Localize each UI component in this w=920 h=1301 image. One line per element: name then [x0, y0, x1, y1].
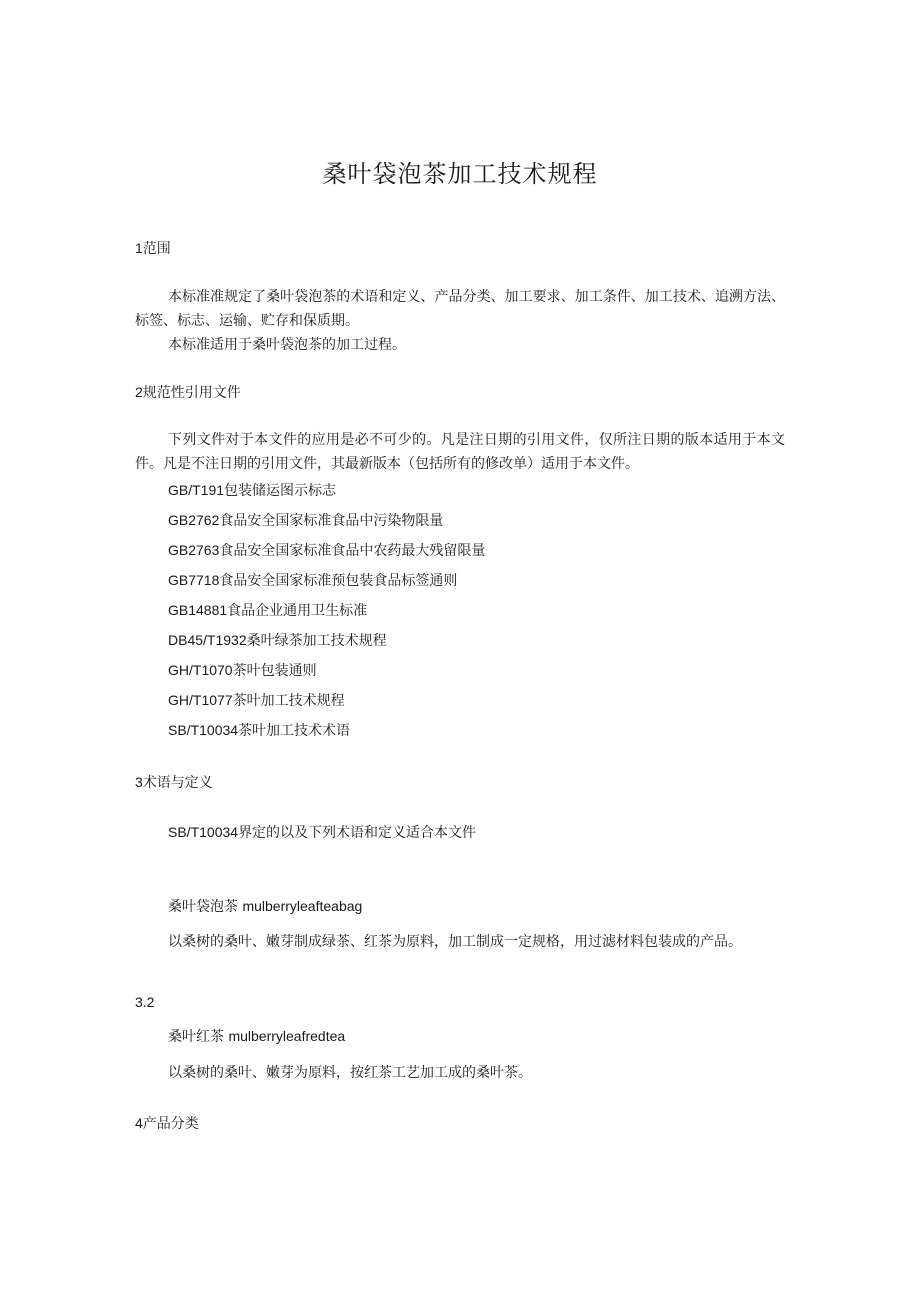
reference-item	[168, 480, 336, 501]
section-3-intro	[168, 822, 476, 843]
reference-name: 食品安全国家标准食品中农药最大残留限量	[219, 543, 486, 559]
section-2-heading	[135, 382, 241, 403]
reference-name: 包装储运图示标志	[224, 483, 337, 499]
section-title: 术语与定义	[142, 775, 213, 791]
term-english: mulberryleafteabag	[242, 898, 363, 914]
reference-code: GB14881	[168, 602, 228, 618]
reference-name: 桑叶绿茶加工技术规程	[246, 633, 387, 649]
reference-name: 食品安全国家标准食品中污染物限量	[219, 513, 444, 529]
term-chinese: 桑叶袋泡茶	[168, 899, 238, 915]
section-number: 3	[135, 774, 143, 790]
reference-item	[168, 720, 350, 741]
section-number: 4	[135, 1115, 143, 1131]
reference-code: SB/T10034	[168, 722, 239, 738]
term-2-number: 3.2	[135, 994, 155, 1010]
section-1-paragraph-1: 本标准准规定了桑叶袋泡茶的术语和定义、产品分类、加工要求、加工条件、加工技术、追溯方法、标签、标志、运输、贮存和保质期。	[135, 289, 785, 329]
section-title: 规范性引用文件	[142, 385, 241, 401]
reference-item	[168, 690, 345, 711]
reference-code: GB7718	[168, 572, 220, 588]
reference-item	[168, 540, 485, 561]
intro-text: 界定的以及下列术语和定义适合本文件	[238, 825, 477, 841]
term-2-definition: 以桑树的桑叶、嫩芽为原料，按红茶工艺加工成的桑叶茶。	[168, 1065, 532, 1081]
section-title: 范围	[142, 241, 171, 257]
section-2-paragraph-1: 下列文件对于本文件的应用是必不可少的。凡是注日期的引用文件，仅所注日期的版本适用于本文件。凡是不注日期的引用文件，其最新版本（包括所有的修改单）适用于本文件。	[135, 432, 785, 472]
reference-code: SB/T10034	[168, 824, 239, 840]
section-title: 产品分类	[142, 1116, 199, 1132]
section-3-heading	[135, 772, 213, 793]
term-1-definition: 以桑树的桑叶、嫩芽制成绿茶、红茶为原料，加工制成一定规格，用过滤材料包装成的产品。	[168, 934, 742, 950]
reference-item	[168, 630, 387, 651]
reference-code: GB2762	[168, 512, 220, 528]
section-1-heading	[135, 238, 171, 259]
reference-item	[168, 510, 443, 531]
section-4-heading	[135, 1113, 199, 1134]
reference-code: DB45/T1932	[168, 632, 247, 648]
section-1-paragraph-2: 本标准适用于桑叶袋泡茶的加工过程。	[168, 337, 406, 353]
term-2-title	[168, 1026, 345, 1047]
reference-name: 食品企业通用卫生标准	[227, 603, 368, 619]
reference-code: GH/T1070	[168, 662, 233, 678]
reference-name: 茶叶加工技术规程	[232, 693, 345, 709]
reference-name: 茶叶加工技术术语	[238, 723, 351, 739]
term-chinese: 桑叶红茶	[168, 1029, 224, 1045]
reference-name: 茶叶包装通则	[232, 663, 317, 679]
term-english: mulberryleafredtea	[228, 1028, 346, 1044]
section-number: 2	[135, 384, 143, 400]
reference-name: 食品安全国家标准预包装食品标签通则	[219, 573, 458, 589]
reference-item	[168, 660, 317, 681]
reference-code: GB2763	[168, 542, 220, 558]
reference-code: GB/T191	[168, 482, 225, 498]
term-1-title	[168, 896, 362, 917]
reference-code: GH/T1077	[168, 692, 233, 708]
reference-item	[168, 570, 457, 591]
section-number: 1	[135, 240, 143, 256]
reference-item	[168, 600, 367, 621]
document-title: 桑叶袋泡茶加工技术规程	[322, 160, 598, 188]
